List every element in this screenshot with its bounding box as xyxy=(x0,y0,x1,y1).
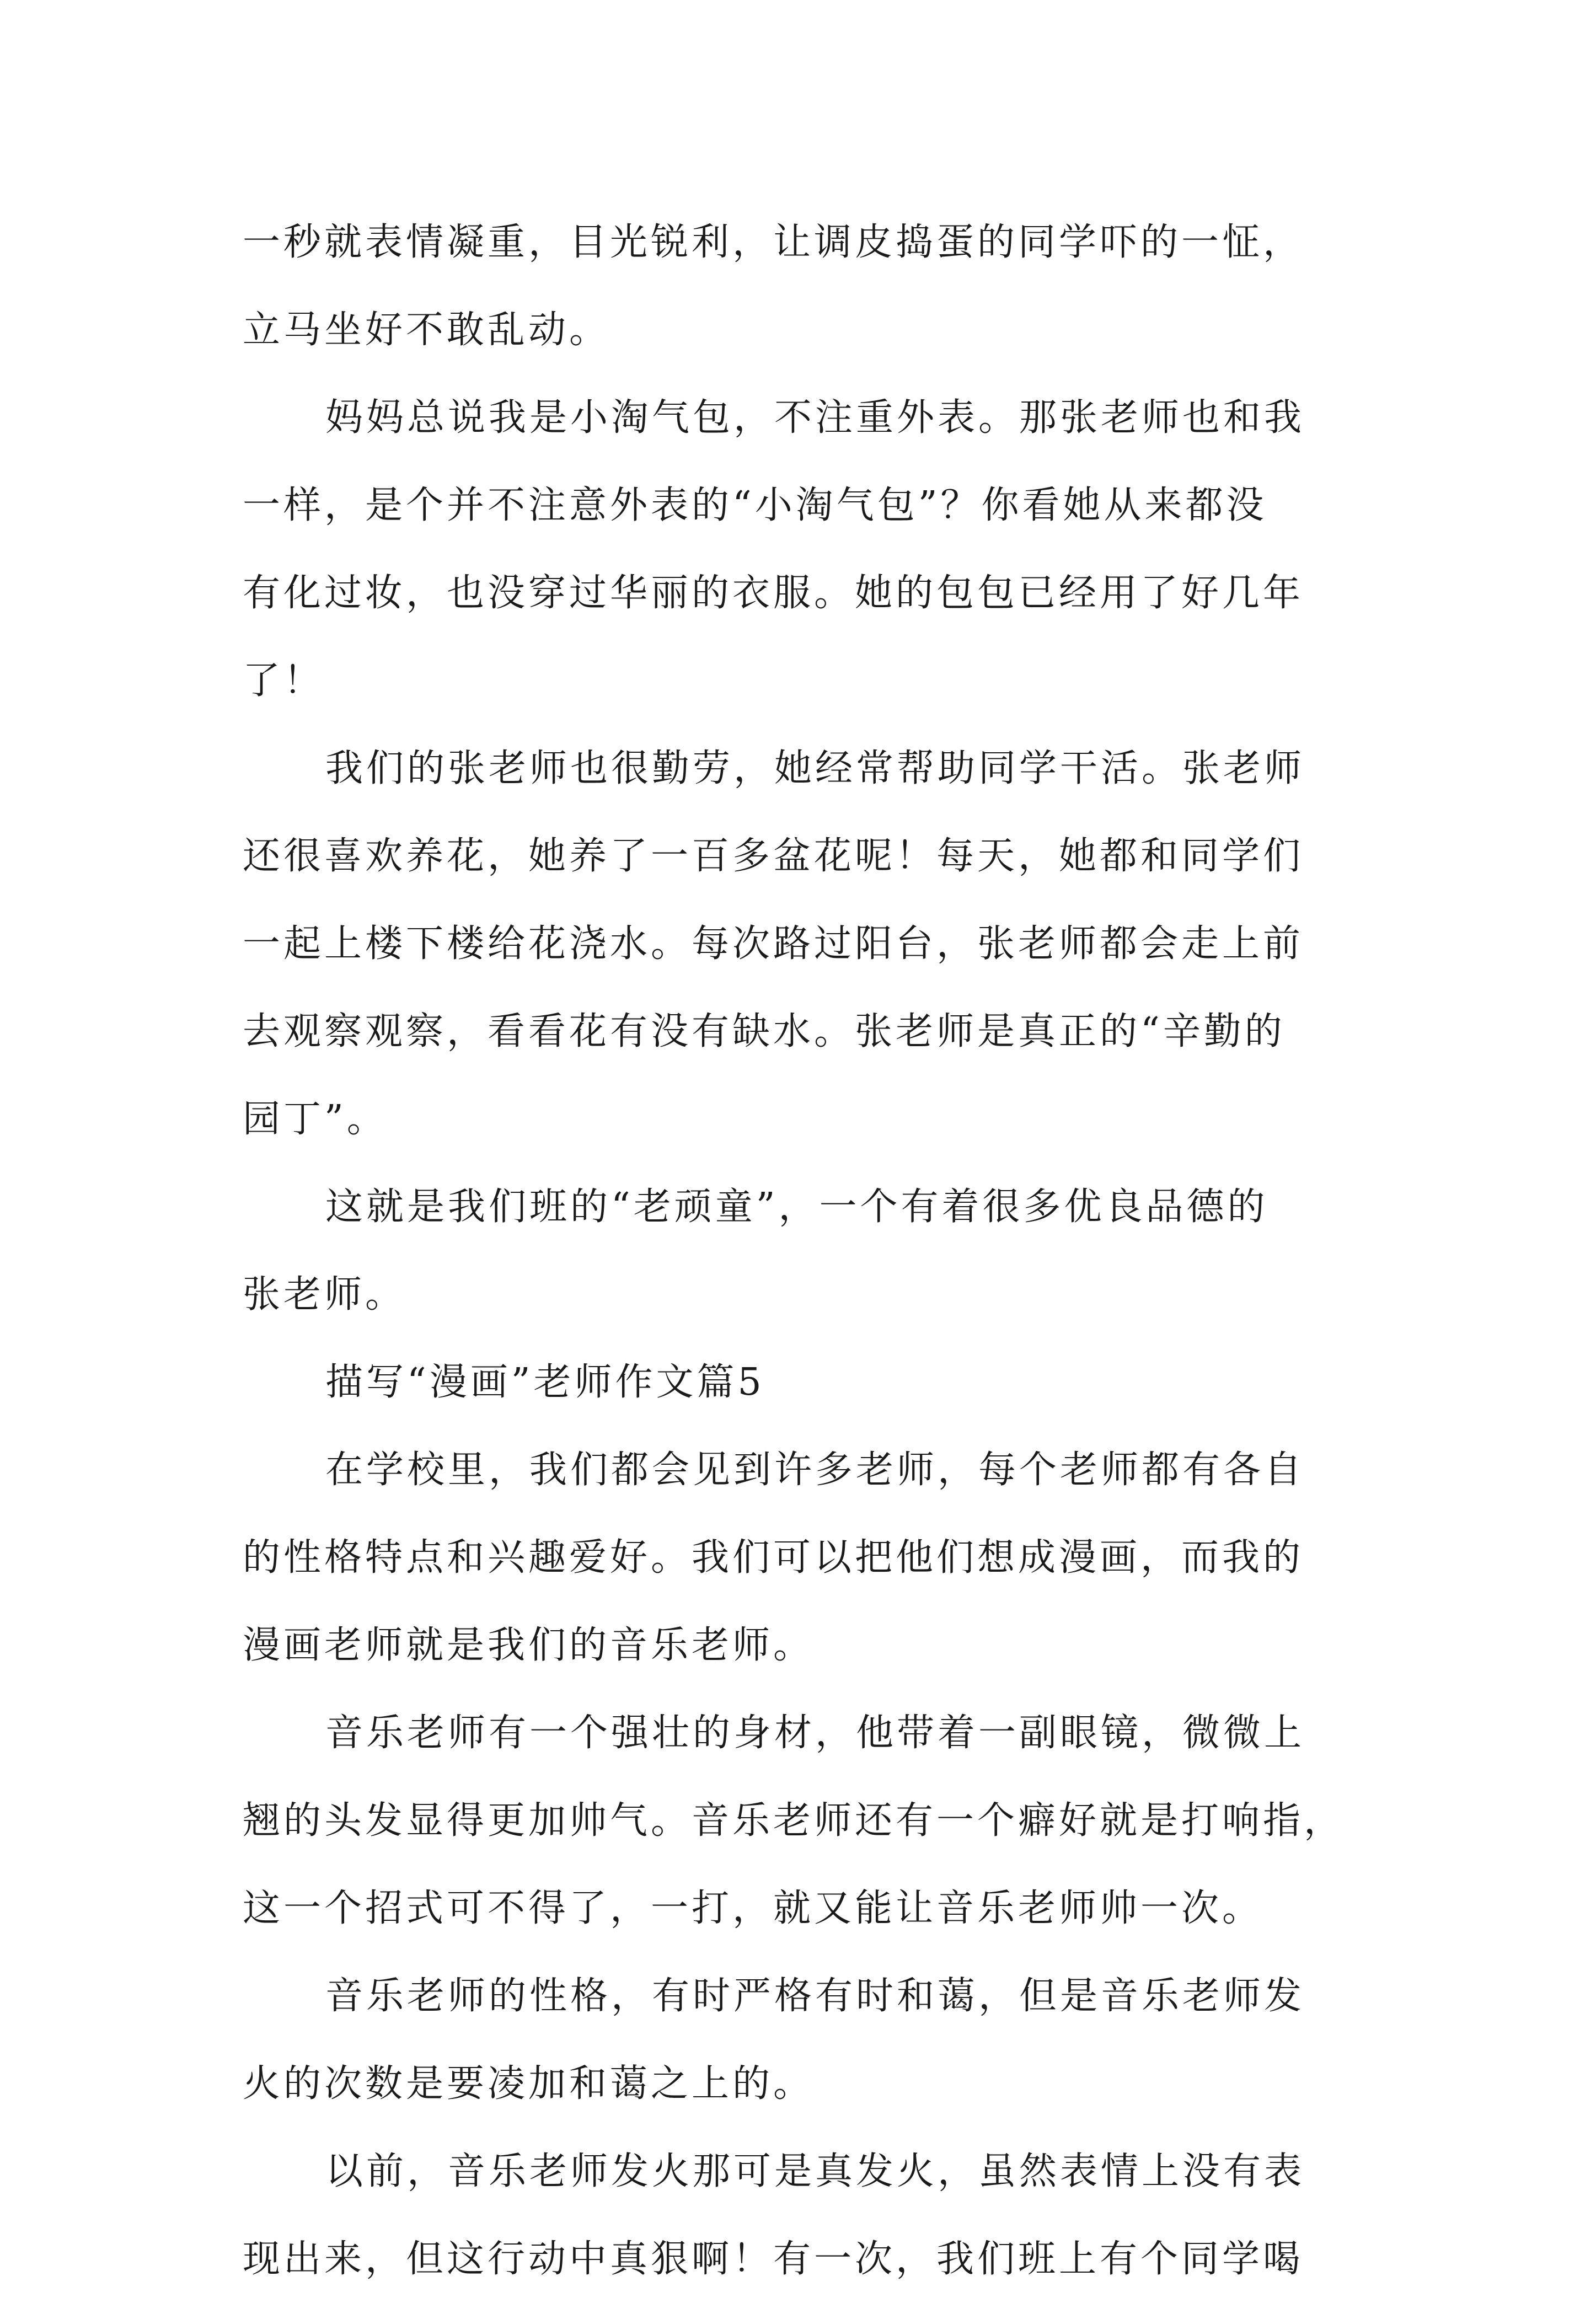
text-line: 漫画老师就是我们的音乐老师。 xyxy=(243,1624,815,1667)
text-line: 去观察观察，看看花有没有缺水。张老师是真正的“辛勤的 xyxy=(243,1010,1286,1053)
text-line: 园丁”。 xyxy=(243,1097,388,1141)
text-line: 一样，是个并不注意外表的“小淘气包”？你看她从来都没 xyxy=(243,484,1267,527)
text-line: 还很喜欢养花，她养了一百多盆花呢！每天，她都和同学们 xyxy=(243,834,1304,878)
paragraph-start-line: 音乐老师的性格，有时严格有时和蔼，但是音乐老师发 xyxy=(325,1974,1305,2018)
text-line: 现出来，但这行动中真狠啊！有一次，我们班上有个同学喝 xyxy=(243,2237,1304,2281)
paragraph-start-line: 妈妈总说我是小淘气包，不注重外表。那张老师也和我 xyxy=(325,396,1305,440)
paragraph-start-line: 在学校里，我们都会见到许多老师，每个老师都有各自 xyxy=(325,1448,1305,1492)
paragraph-start-line: 我们的张老师也很勤劳，她经常帮助同学干活。张老师 xyxy=(325,747,1305,790)
text-line: 这一个招式可不得了，一打，就又能让音乐老师帅一次。 xyxy=(243,1887,1263,1930)
paragraph-start-line: 以前，音乐老师发火那可是真发火，虽然表情上没有表 xyxy=(325,2150,1305,2193)
text-line: 的性格特点和兴趣爱好。我们可以把他们想成漫画，而我的 xyxy=(243,1536,1304,1579)
text-line: 有化过妆，也没穿过华丽的衣服。她的包包已经用了好几年 xyxy=(243,571,1304,615)
text-line: 翘的头发显得更加帅气。音乐老师还有一个癖好就是打响指， xyxy=(243,1799,1345,1843)
text-line: 立马坐好不敢乱动。 xyxy=(243,308,610,352)
text-line: 一秒就表情凝重，目光锐利，让调皮捣蛋的同学吓的一怔， xyxy=(243,221,1304,264)
text-line: 火的次数是要凌加和蔼之上的。 xyxy=(243,2062,815,2106)
text-line: 了！ xyxy=(243,659,325,703)
paragraph-start-line: 音乐老师有一个强壮的身材，他带着一副眼镜，微微上 xyxy=(325,1711,1305,1755)
essay-body xyxy=(243,199,1351,2303)
paragraph-start-line: 这就是我们班的“老顽童”，一个有着很多优良品德的 xyxy=(325,1185,1268,1229)
text-line: 张老师。 xyxy=(243,1273,406,1316)
section-heading: 描写“漫画”老师作文篇5 xyxy=(325,1361,765,1404)
text-line: 一起上楼下楼给花浇水。每次路过阳台，张老师都会走上前 xyxy=(243,922,1304,966)
